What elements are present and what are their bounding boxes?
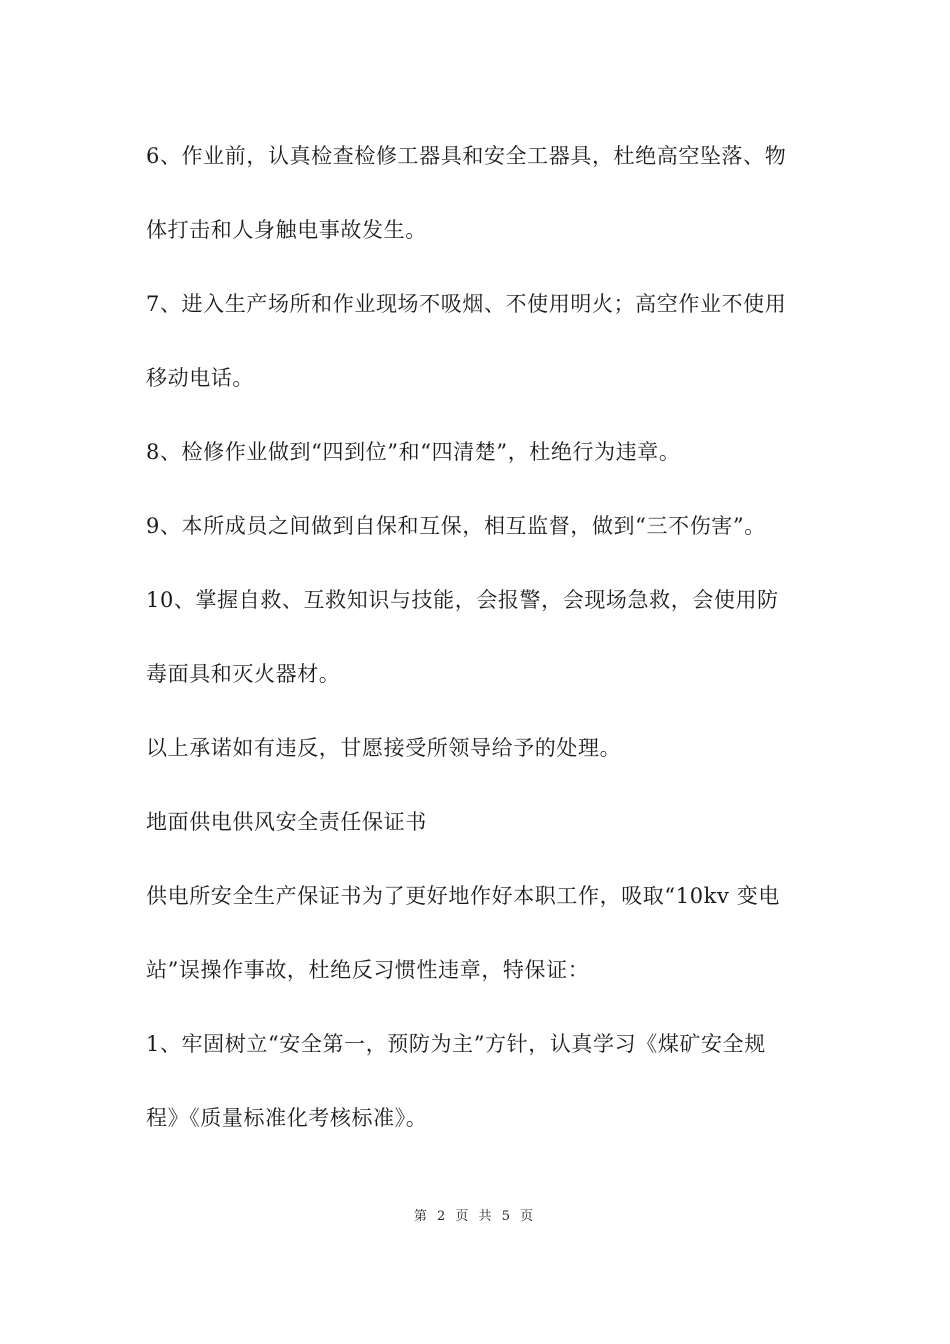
text-line-item-7b: 移动电话。 bbox=[146, 366, 254, 390]
text-line-pledge-1b: 程》《质量标准化考核标准》。 bbox=[146, 1106, 428, 1130]
page-number: 第 2 页 共 5 页 bbox=[413, 1209, 537, 1224]
text-line-item-8: 8、检修作业做到“四到位”和“四清楚”，杜绝行为违章。 bbox=[146, 440, 681, 464]
text-line-commitment: 以上承诺如有违反，甘愿接受所领导给予的处理。 bbox=[146, 736, 622, 760]
text-line-item-7a: 7、进入生产场所和作业现场不吸烟、不使用明火；高空作业不使用 bbox=[146, 292, 787, 316]
text-line-intro-a: 供电所安全生产保证书为了更好地作好本职工作，吸取“10kv 变电 bbox=[146, 884, 780, 908]
text-line-item-10a: 10、掌握自救、互救知识与技能，会报警，会现场急救，会使用防 bbox=[146, 588, 779, 612]
text-line-item-10b: 毒面具和灭火器材。 bbox=[146, 662, 341, 686]
text-line-item-9: 9、本所成员之间做到自保和互保，相互监督，做到“三不伤害”。 bbox=[146, 514, 766, 538]
text-line-item-6a: 6、作业前，认真检查检修工器具和安全工器具，杜绝高空坠落、物 bbox=[146, 144, 787, 168]
section-title: 地面供电供风安全责任保证书 bbox=[146, 810, 427, 834]
text-line-intro-b: 站”误操作事故，杜绝反习惯性违章，特保证： bbox=[146, 958, 590, 982]
text-line-item-6b: 体打击和人身触电事故发生。 bbox=[146, 218, 427, 242]
text-line-pledge-1a: 1、牢固树立“安全第一，预防为主”方针，认真学习《煤矿安全规 bbox=[146, 1032, 766, 1056]
